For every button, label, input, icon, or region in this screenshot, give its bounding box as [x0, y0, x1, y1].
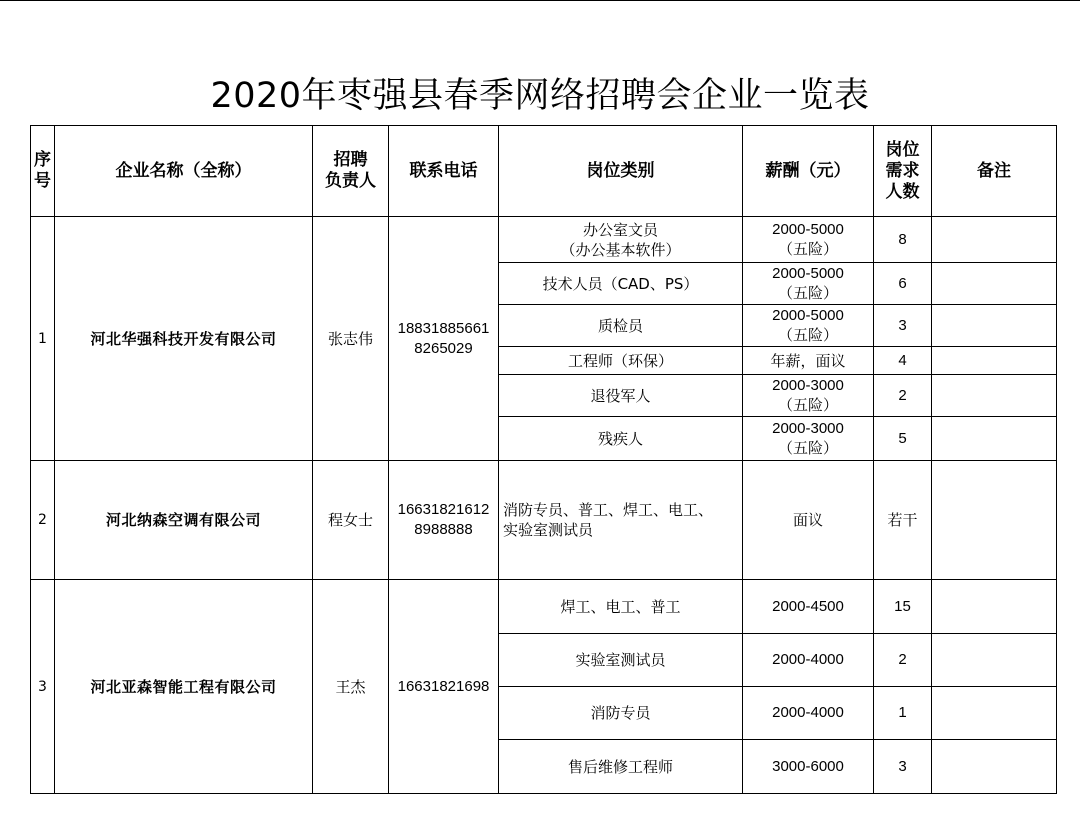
salary-cell: 面议: [743, 461, 874, 580]
position-cell: 技术人员（CAD、PS）: [499, 263, 743, 305]
position-cell: 残疾人: [499, 417, 743, 461]
position-cell: 售后维修工程师: [499, 740, 743, 794]
header-salary: 薪酬（元）: [743, 126, 874, 217]
remark-cell: [932, 580, 1057, 634]
remark-cell: [932, 687, 1057, 740]
position-cell: 退役军人: [499, 375, 743, 417]
headcount-cell: 2: [874, 375, 932, 417]
headcount-cell: 5: [874, 417, 932, 461]
remark-cell: [932, 634, 1057, 687]
remark-cell: [932, 305, 1057, 347]
headcount-cell: 3: [874, 740, 932, 794]
contact-person: 程女士: [313, 461, 389, 580]
salary-cell: 2000-4000: [743, 687, 874, 740]
table-row: [31, 580, 1057, 634]
header-remarks: 备注: [932, 126, 1057, 217]
salary-cell: 3000-6000: [743, 740, 874, 794]
remark-cell: [932, 347, 1057, 375]
header-phone: 联系电话: [389, 126, 499, 217]
salary-cell: 年薪，面议: [743, 347, 874, 375]
seq-cell: 1: [31, 217, 55, 461]
salary-cell: 2000-5000 （五险）: [743, 217, 874, 263]
table-row: [31, 217, 1057, 263]
header-seq: 序 号: [31, 126, 55, 217]
header-headcount: 岗位 需求 人数: [874, 126, 932, 217]
headcount-cell: 15: [874, 580, 932, 634]
header-contact-person: 招聘 负责人: [313, 126, 389, 217]
page-title: 2020年枣强县春季网络招聘会企业一览表: [210, 76, 870, 116]
position-cell: 焊工、电工、普工: [499, 580, 743, 634]
position-cell: 实验室测试员: [499, 634, 743, 687]
headcount-cell: 8: [874, 217, 932, 263]
remark-cell: [932, 375, 1057, 417]
seq-cell: 2: [31, 461, 55, 580]
salary-cell: 2000-4000: [743, 634, 874, 687]
remark-cell: [932, 417, 1057, 461]
company-name: 河北亚森智能工程有限公司: [55, 580, 313, 794]
remark-cell: [932, 461, 1057, 580]
header-company: 企业名称（全称）: [55, 126, 313, 217]
position-cell: 办公室文员 （办公基本软件）: [499, 217, 743, 263]
headcount-cell: 3: [874, 305, 932, 347]
remark-cell: [932, 263, 1057, 305]
contact-person: 王杰: [313, 580, 389, 794]
seq-cell: 3: [31, 580, 55, 794]
phone-number: 16631821698: [389, 580, 499, 794]
phone-number: 18831885661 8265029: [389, 217, 499, 461]
salary-cell: 2000-5000 （五险）: [743, 305, 874, 347]
position-cell: 消防专员、普工、焊工、电工、 实验室测试员: [499, 461, 743, 580]
table-row: [31, 461, 1057, 580]
position-cell: 工程师（环保）: [499, 347, 743, 375]
headcount-cell: 6: [874, 263, 932, 305]
remark-cell: [932, 740, 1057, 794]
salary-cell: 2000-3000 （五险）: [743, 375, 874, 417]
header-row: [31, 126, 1057, 217]
contact-person: 张志伟: [313, 217, 389, 461]
headcount-cell: 4: [874, 347, 932, 375]
remark-cell: [932, 217, 1057, 263]
recruitment-table: [30, 125, 1057, 794]
company-name: 河北纳森空调有限公司: [55, 461, 313, 580]
position-cell: 质检员: [499, 305, 743, 347]
headcount-cell: 1: [874, 687, 932, 740]
header-position: 岗位类别: [499, 126, 743, 217]
company-name: 河北华强科技开发有限公司: [55, 217, 313, 461]
salary-cell: 2000-5000 （五险）: [743, 263, 874, 305]
salary-cell: 2000-3000 （五险）: [743, 417, 874, 461]
headcount-cell: 2: [874, 634, 932, 687]
top-border-line: [0, 0, 1080, 1]
salary-cell: 2000-4500: [743, 580, 874, 634]
headcount-cell: 若干: [874, 461, 932, 580]
phone-number: 16631821612 8988888: [389, 461, 499, 580]
position-cell: 消防专员: [499, 687, 743, 740]
